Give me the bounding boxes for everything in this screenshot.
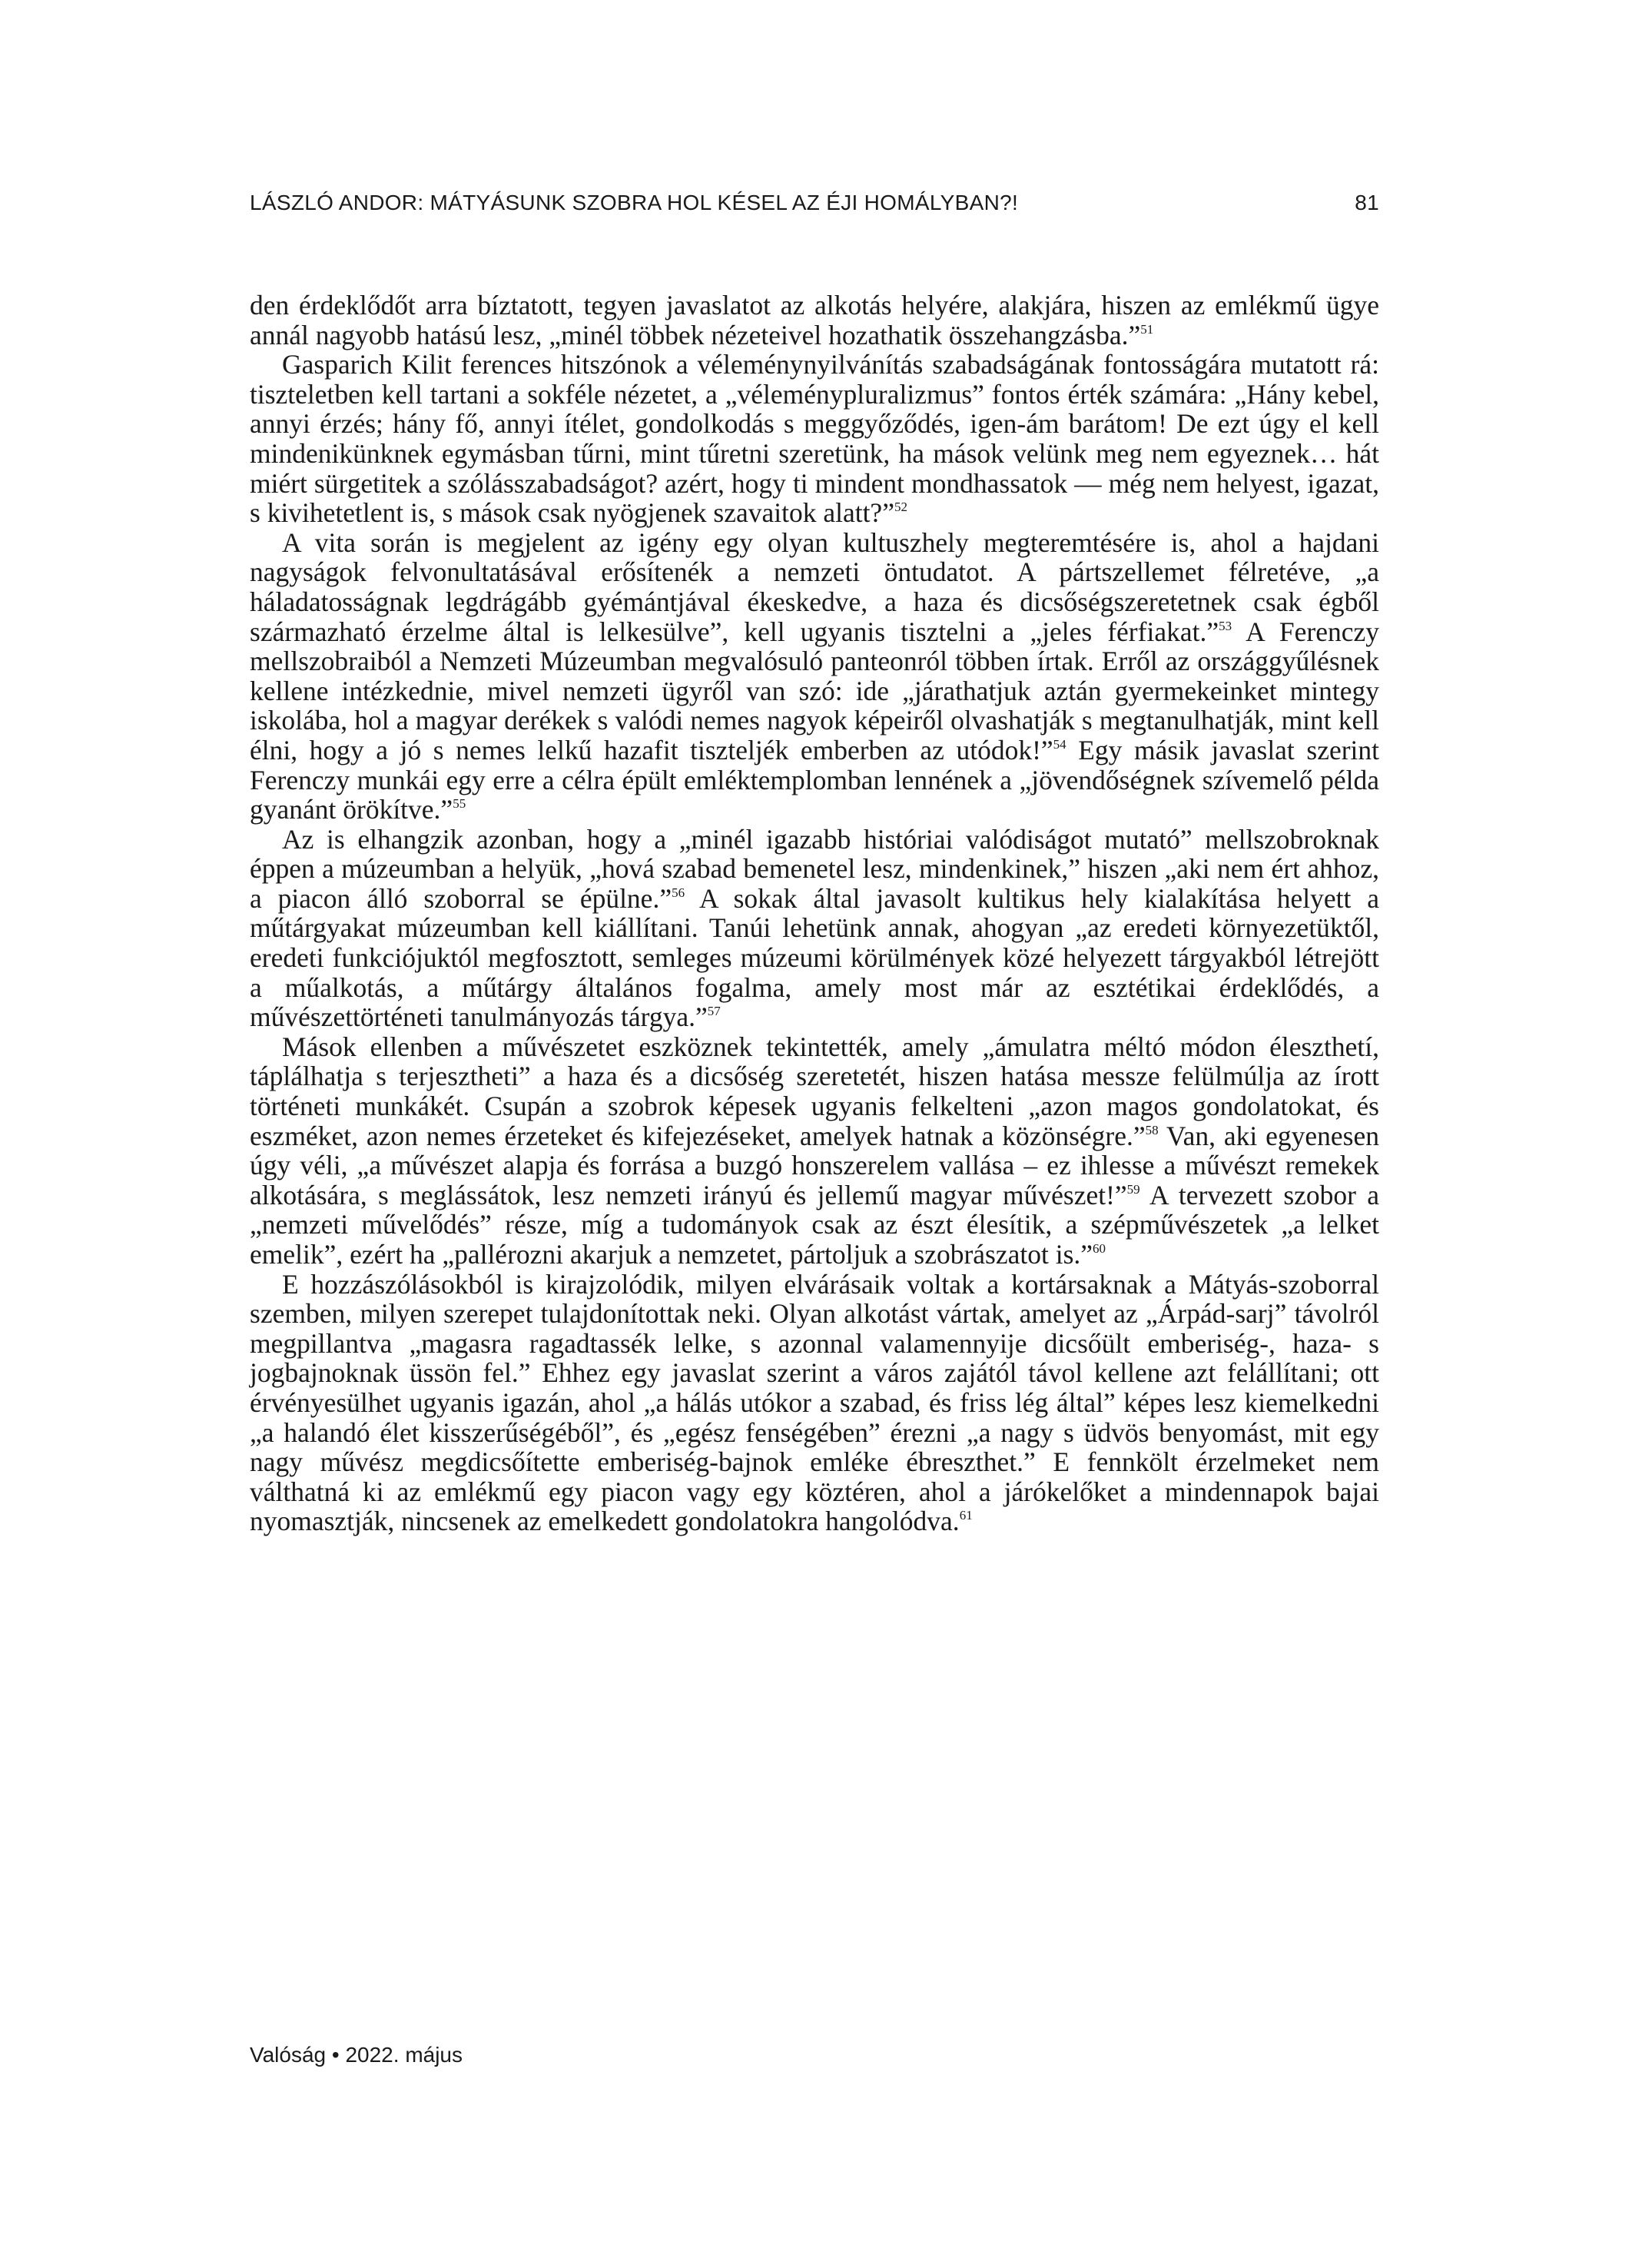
footnote-ref: 52: [894, 500, 907, 515]
page-number: 81: [1355, 191, 1379, 214]
journal-issue: Valóság • 2022. május: [250, 2043, 463, 2067]
paragraph-text: den érdeklődőt arra bíztatott, tegyen javaslatot az alkotás helyére, alakjára, hiszen az emlékmű ügye annál nagyobb hatású lesz, „minél többek nézeteivel hozathatik összehangzásba.”: [250, 290, 1379, 350]
footnote-ref: 55: [453, 796, 466, 812]
paragraph-text: A sokak által javasolt kultikus hely kialakítása helyett a műtárgyakat múzeumban kell kiállítani. Tanúi lehetünk annak, ahogyan „az eredeti környezetüktől, eredeti funkciójuktól megfosztott, semleges múzeumi körülmények közé helyezett tárgyakból létrejött a műalkotás, a műtárgy általános fogalma, amely most már az esztétikai érdeklődés, a művészettörténeti tanulmányozás tárgya.”: [250, 882, 1379, 1033]
paragraph-text: E hozzászólásokból is kirajzolódik, milyen elvárásaik voltak a kortársaknak a Mátyás-szoborral szemben, milyen szerepet tulajdonítottak neki. Olyan alkotást vártak, amelyet az „Árpád-sarj” távolról megpillantva „magasra ragadtassék lelke, s azonnal valamennyije dicsőült emberiség-, haza- s jogbajnoknak üssön fel.” Ehhez egy javaslat szerint a város zajától távol kellene azt felállítani; ott érvényesülhet ugyanis igazán, ahol „a hálás utókor a szabad, és friss lég által” képes lesz kiemelkedni „a halandó élet kisszerűségéből”, és „egész fenségében” érezni „a nagy s üdvös benyomást, mit egy nagy művész megdicsőítette emberiség-bajnok emléke ébreszthet.” E fennkölt érzelmeket nem válthatná ki az emlékmű egy piacon vagy egy köztéren, ahol a járókelőket a mindennapok bajai nyomasztják, nincsenek az emelkedett gondolatokra hangolódva.: [250, 1268, 1379, 1537]
paragraph: [250, 291, 1379, 350]
paragraph-text: Egy másik javaslat szerint Ferenczy munkái egy erre a célra épült emléktemplomban lennének a „jövendőségnek szívemelő példa gyanánt örökítve.”: [250, 734, 1380, 825]
running-head: [250, 191, 1379, 221]
footnote-ref: 58: [1145, 1122, 1159, 1137]
article-body: [250, 291, 1379, 1536]
footnote-ref: 54: [1053, 736, 1066, 752]
paragraph-text: Az is elhangzik azonban, hogy a „minél igazabb históriai valódiságot mutató” mellszobroknak éppen a múzeumban a helyük, „hová szabad bemenetel lesz, mindenkinek,” hiszen „aki nem ért ahhoz, a piacon álló szoborral se épülne.”: [250, 823, 1379, 914]
footnote-ref: 53: [1219, 618, 1232, 633]
paragraph-text: Gasparich Kilit ferences hitszónok a véleménynyilvánítás szabadságának fontosságára mutatott rá: tiszteletben kell tartani a sokféle nézetet, a „véleménypluralizmus” fontos érték számára: „Hány kebel, annyi érzés; hány fő, annyi ítélet, gondolkodás s meggyőződés, igen-ám barátom! De ezt úgy el kell mindenikünknek egymásban tűrni, mint tűretni szeretünk, ha mások velünk meg nem egyeznek… hát miért sürgetitek a szólásszabadságot? azért, hogy ti mindent mondhassatok — még nem helyest, igazat, s kivihetetlent is, s mások csak nyögjenek szavaitok alatt?”: [250, 349, 1379, 529]
page-footer: [250, 2043, 463, 2067]
paragraph-text: A tervezett szobor a „nemzeti művelődés” része, míg a tudományok csak az észt élesítik, a szépművészetek „a lelket emelik”, ezért ha „pallérozni akarjuk a nemzetet, pártoljuk a szobrászatot is.”: [250, 1179, 1380, 1270]
footnote-ref: 59: [1126, 1181, 1140, 1197]
paragraph: [250, 825, 1379, 1032]
paragraph-text: Mások ellenben a művészetet eszköznek tekintették, amely „ámulatra méltó módon éleszthetí, táplálhatja s terjesztheti” a haza és a dicsőség szeretetét, hiszen hatása messze felülmúlja az írott történeti munkákét. Csupán a szobrok képesek ugyanis felkelteni „azon magos gondolatokat, és eszméket, azon nemes érzeteket és kifejezéseket, amelyek hatnak a közönségre.”: [250, 1031, 1379, 1151]
paragraph: [250, 1032, 1379, 1270]
paragraph-text: A Ferenczy mellszobraiból a Nemzeti Múzeumban megvalósuló panteonról többen írtak. Erről az országgyűlésnek kellene intézkednie, mivel nemzeti ügyről van szó: ide „járathatjuk aztán gyermekeinket mintegy iskolába, hol a magyar derékek s valódi nemes nagyok képeiről olvashatják s megtanulhatják, mint kell élni, hogy a jó s nemes lelkű hazafit tiszteljék emberben az utódok!”: [250, 616, 1379, 765]
paragraph-text: Van, aki egyenesen úgy véli, „a művészet alapja és forrása a buzgó honszerelem vallása – ez ihlesse a művészt remekek alkotására, s meglássátok, lesz nemzeti irányú és jellemű magyar művészet!”: [250, 1120, 1380, 1210]
footnote-ref: 57: [707, 1004, 721, 1019]
paragraph: [250, 350, 1379, 528]
paragraph: [250, 1270, 1379, 1536]
footnote-ref: 61: [959, 1508, 973, 1523]
running-title: LÁSZLÓ ANDOR: MÁTYÁSUNK SZOBRA HOL KÉSEL AZ ÉJI HOMÁLYBAN?!: [250, 191, 1019, 214]
footnote-ref: 51: [1140, 321, 1154, 337]
paragraph-text: A vita során is megjelent az igény egy olyan kultuszhely megteremtésére is, ahol a hajdani nagyságok felvonultatásával erősítenék a nemzeti öntudatot. A pártszellemet félretéve, „a háladatosságnak legdrágább gyémántjával ékeskedve, a haza és dicsőségszeretetnek csak égből származható érzelme által is lelkesülve”, kell ugyanis tisztelni a „jeles férfiakat.”: [250, 526, 1379, 647]
footnote-ref: 56: [672, 885, 685, 900]
footnote-ref: 60: [1093, 1241, 1106, 1256]
paragraph: [250, 528, 1379, 825]
